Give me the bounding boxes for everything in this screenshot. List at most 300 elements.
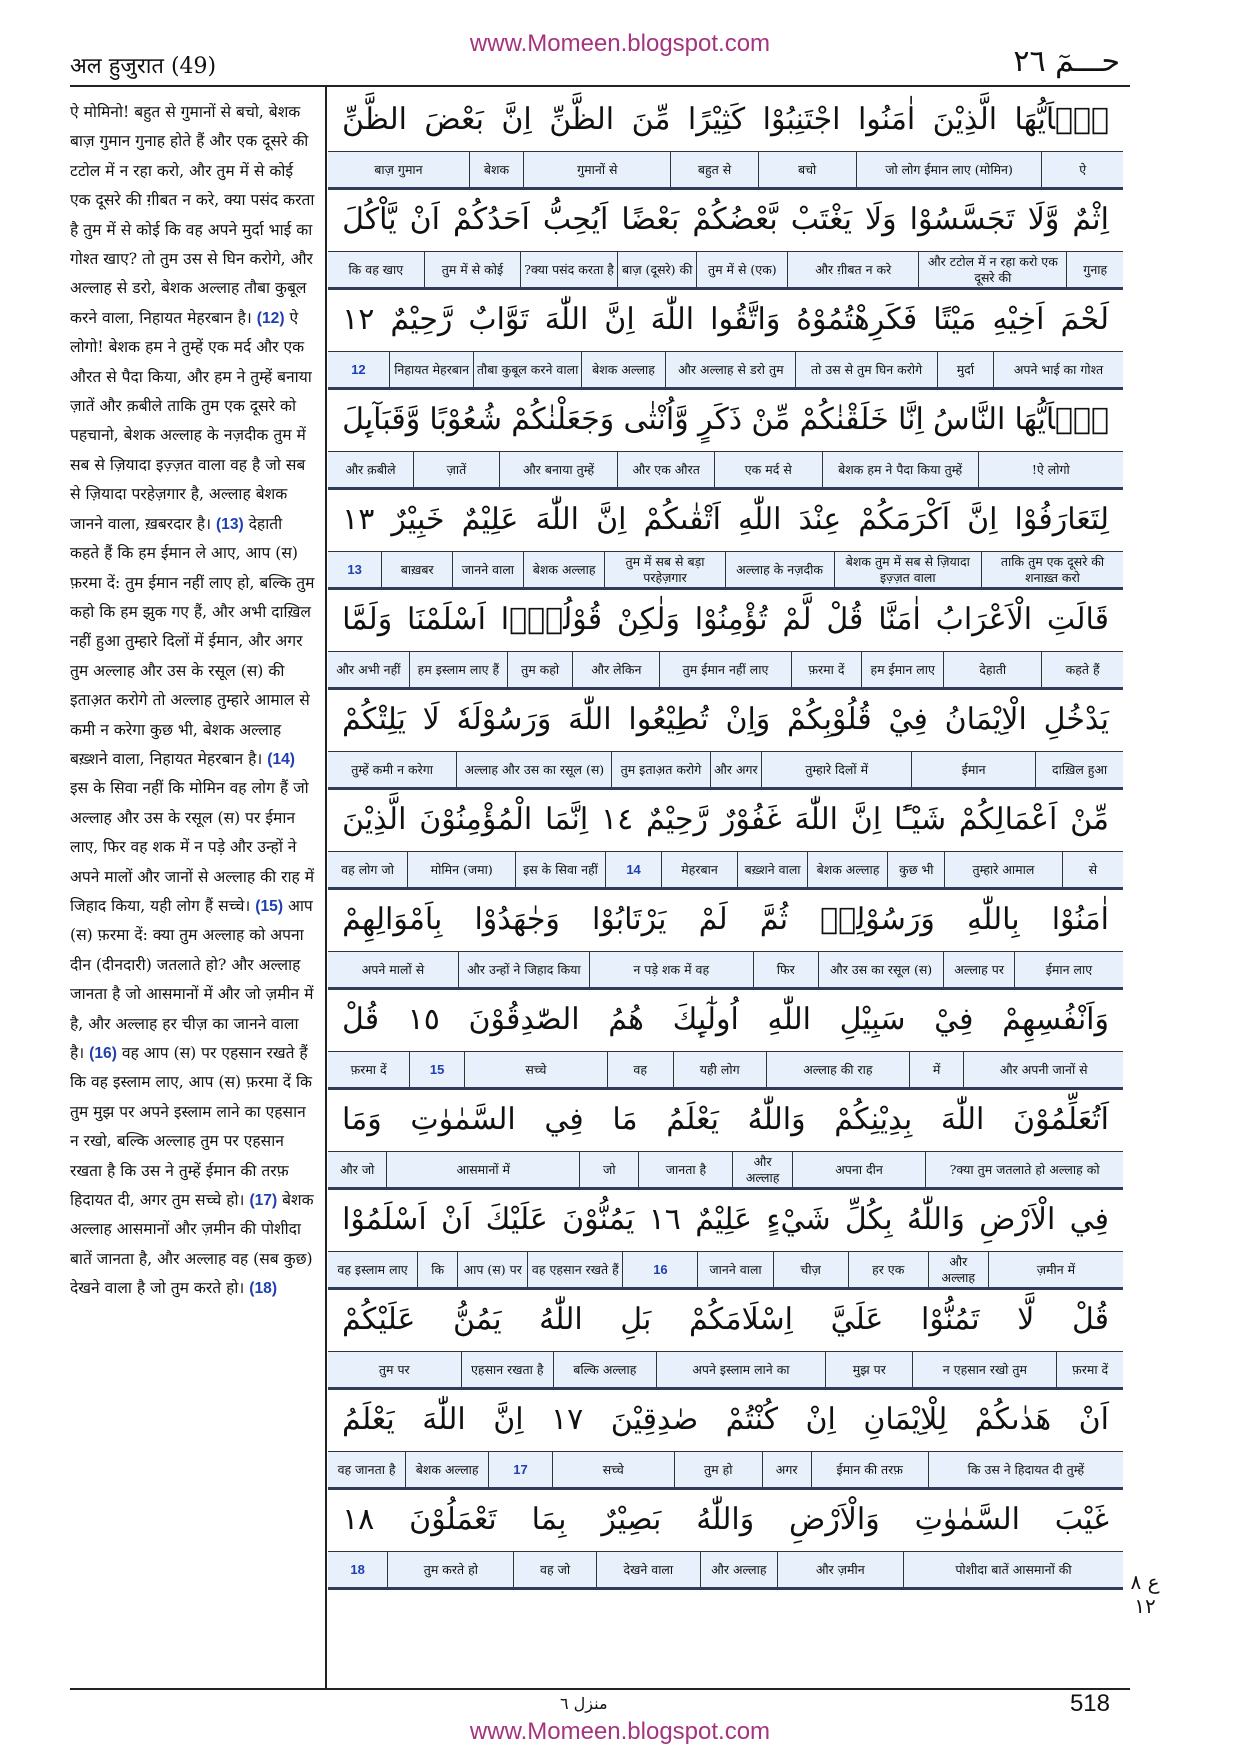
arabic-word: خَبِيْرٌ: [391, 502, 445, 537]
arabic-word: يٰۤاَيُّهَا: [1014, 102, 1109, 137]
gloss-cell: एक मर्द से: [714, 452, 822, 487]
verse-block: [328, 488, 1123, 587]
arabic-word: الْاَعْرَابُ: [935, 602, 1033, 637]
arabic-word: السَّمٰوٰتِ: [410, 1102, 516, 1137]
arabic-word: اِنَّ: [604, 302, 635, 337]
verse-block: [328, 688, 1123, 787]
arabic-word: اللّٰهَ: [794, 802, 838, 837]
arabic-word: اٰمَنُوا: [857, 102, 916, 137]
gloss-cell: गुमानों से: [523, 152, 670, 187]
arabic-word: شَيْءٍ: [766, 1202, 831, 1237]
arabic-word: بَّعْضُكُمْ: [692, 202, 778, 237]
gloss-cell: और अभी नहीं: [336, 661, 401, 677]
gloss-cell: वह इस्लाम लाए: [337, 1261, 408, 1277]
arabic-word: تَجَسَّسُوْا: [909, 202, 1015, 237]
gloss-row: [328, 1052, 1123, 1090]
site-url-bottom[interactable]: www.Momeen.blogspot.com: [469, 1718, 771, 1745]
arabic-word: اللّٰهَ: [544, 302, 589, 337]
gloss-cell: ईमान लाए: [1014, 952, 1123, 987]
arabic-line: [328, 188, 1123, 252]
gloss-cell: और अगर: [710, 752, 762, 787]
arabic-word: وَالْاَرْضِ: [789, 1502, 880, 1537]
gloss-cell: और अल्लाह: [928, 1252, 988, 1287]
gloss-cell: तुम हो: [674, 1452, 762, 1487]
gloss-cell: आप (स) पर: [457, 1252, 527, 1287]
arabic-word: يَعْلَمُ: [666, 1102, 719, 1137]
gloss-cell: क्या तुम जतलाते हो अल्लाह को?: [925, 1152, 1123, 1187]
gloss-cell: और टटोल में न रहा करो एक दूसरे की: [918, 252, 1066, 287]
arabic-word: اَسْلَمُوْا: [342, 1202, 427, 1237]
gloss-cell: तुम में से कोई: [424, 252, 521, 287]
arabic-word: تَعْمَلُوْنَ: [409, 1502, 497, 1537]
arabic-word: عِنْدَ: [798, 502, 842, 537]
arabic-word: وَاَنْفُسِهِمْ: [1002, 1002, 1109, 1037]
gloss-cell: आसमानों में: [386, 1152, 579, 1187]
gloss-cell: देखने वाला: [596, 1552, 700, 1587]
arabic-word: فِي: [544, 1102, 584, 1137]
gloss-verse-number: 16: [622, 1252, 697, 1287]
gloss-cell: बख़्शने वाला: [737, 852, 808, 887]
arabic-word: بِمَا: [531, 1502, 567, 1537]
arabic-word: بَعْضَ: [424, 102, 484, 137]
gloss-cell: वह: [607, 1052, 673, 1087]
arabic-word: وَمَا: [342, 1102, 382, 1137]
gloss-cell: और क़बीले: [345, 461, 396, 477]
arabic-word: اللّٰهَ: [422, 1402, 466, 1437]
arabic-word: غَفُوْرٌ: [720, 802, 782, 837]
gloss-row: [328, 452, 1123, 490]
arabic-word: قُوْلُوْۤا: [500, 602, 603, 637]
surah-title: अल हुजुरात (49): [70, 54, 217, 79]
gloss-cell: तुम ईमान नहीं लाए: [659, 652, 790, 687]
arabic-word: عَلَيْكُمْ: [342, 1302, 416, 1337]
arabic-word: يٰۤاَيُّهَا: [1014, 402, 1109, 437]
arabic-word: لِلْاِيْمَانِ: [863, 1402, 948, 1437]
verse-block: [328, 88, 1123, 187]
gloss-cell: अपने मालों से: [361, 961, 425, 977]
arabic-word: عَلِيْمٌ: [461, 502, 519, 537]
gloss-cell: फिर: [753, 952, 818, 987]
gloss-cell: फ़रमा दें: [350, 1061, 387, 1077]
arabic-word: رَّحِيْمٌ: [390, 302, 453, 337]
gloss-cell: ईमान: [911, 752, 1035, 787]
gloss-cell: बहुत से: [670, 152, 757, 187]
arabic-word: اِنَّ: [850, 802, 882, 837]
gloss-cell: फ़रमा दें: [791, 652, 862, 687]
arabic-word: وَلٰكِنْ: [616, 602, 680, 637]
arabic-word: اٰمَنَّا: [878, 602, 921, 637]
arabic-word: اَكْرَمَكُمْ: [858, 502, 951, 537]
gloss-cell: ताकि तुम एक दूसरे की शनाख़्त करो: [981, 552, 1123, 587]
gloss-cell: तो उस से तुम घिन करोगे: [795, 352, 936, 387]
arabic-word: ١٦: [648, 1202, 681, 1237]
arabic-word: الَّذِيْنَ: [932, 102, 998, 137]
gloss-cell: बेशक अल्लाह: [405, 1452, 488, 1487]
arabic-word: ١٧: [551, 1402, 584, 1437]
arabic-word: رَّحِيْمٌ: [645, 802, 709, 837]
gloss-cell: जानने वाला: [452, 552, 523, 587]
top-rule: [70, 85, 1130, 87]
gloss-cell: तुम करते हो: [387, 1552, 513, 1587]
arabic-word: اَسْلَمْنَا: [407, 602, 486, 637]
gloss-cell: मोमिन (जमा): [407, 852, 515, 887]
verse-block: [328, 1288, 1123, 1387]
gloss-cell: जानता है: [638, 1152, 732, 1187]
arabic-word: وَاللّٰهُ: [696, 1502, 755, 1537]
gloss-cell: तौबा कुबूल करने वाला: [473, 352, 580, 387]
arabic-word: اِنَّ: [596, 502, 627, 537]
arabic-word: اَعْمَالِكُمْ: [958, 802, 1058, 837]
arabic-line: [328, 988, 1123, 1052]
gloss-cell: बेशक अल्लाह: [581, 352, 666, 387]
arabic-word: وَلَا: [865, 202, 897, 237]
verse-block: [328, 1388, 1123, 1487]
arabic-word: عَلِيْمٌ: [695, 1202, 753, 1237]
gloss-cell: बेशक हम ने पैदा किया तुम्हें: [822, 452, 978, 487]
verse-number: (12): [256, 309, 285, 327]
gloss-cell: और उस का रसूल (स): [818, 952, 943, 987]
gloss-cell: और अपनी जानों से: [963, 1052, 1123, 1087]
gloss-cell: तुम में सब से बड़ा परहेज़गार: [604, 552, 724, 587]
arabic-word: اللّٰهَ: [940, 1102, 985, 1137]
arabic-word: وَاِنْ: [725, 702, 771, 737]
gloss-cell: न पड़े शक में वह: [589, 952, 753, 987]
gloss-cell: अल्लाह के नज़दीक: [725, 552, 834, 587]
gloss-cell: वह लोग जो: [341, 861, 394, 877]
arabic-line: [328, 1188, 1123, 1252]
gloss-cell: फ़रमा दें: [1056, 1352, 1123, 1387]
arabic-word: بَعْضًا: [621, 202, 680, 237]
arabic-word: يَدْخُلِ: [1043, 702, 1109, 737]
gloss-cell: सच्चे: [552, 1452, 674, 1487]
arabic-word: لِتَعَارَفُوْا: [1014, 502, 1109, 537]
arabic-word: بِدِيْنِكُمْ: [834, 1102, 913, 1137]
gloss-cell: कुछ भी: [887, 852, 944, 887]
gloss-cell: दाख़िल हुआ: [1035, 752, 1123, 787]
arabic-word: اِسْلَامَكُمْ: [688, 1302, 793, 1337]
arabic-word: قُلْ: [826, 602, 864, 637]
verse-number: (18): [249, 1280, 278, 1298]
gloss-cell: में: [909, 1052, 964, 1087]
verse-block: [328, 988, 1123, 1087]
bottom-rule: [70, 1688, 1130, 1690]
arabic-line: [328, 388, 1123, 452]
gloss-cell: ज़मीन में: [988, 1252, 1123, 1287]
arabic-word: اِنَّ: [967, 502, 998, 537]
verse-block: [328, 1188, 1123, 1287]
arabic-word: وَلَمَّا: [342, 602, 393, 637]
column-separator: [325, 86, 327, 1688]
translation-column: [70, 98, 316, 1304]
arabic-word: عَلَيْكَ: [485, 1202, 548, 1237]
arabic-word: ١٥: [407, 1002, 440, 1037]
arabic-word: تَمُنُّوْا: [921, 1302, 980, 1337]
gloss-cell: एहसान रखता है: [461, 1352, 553, 1387]
arabic-word: وَاتَّقُوا: [710, 302, 781, 337]
arabic-word: بِاللّٰهِ: [966, 902, 1020, 937]
arabic-line: [328, 488, 1123, 552]
arabic-word: هُمُ: [608, 1002, 644, 1037]
gloss-cell: मेहरबान: [661, 852, 736, 887]
gloss-cell: ज़ातें: [413, 452, 499, 487]
arabic-word: اُولٰٓىِٕكَ: [672, 1002, 739, 1037]
arabic-word: يَغْتَبْ: [790, 202, 853, 237]
gloss-cell: जो लोग ईमान लाए (मोमिन): [856, 152, 1042, 187]
gloss-row: [328, 1252, 1123, 1290]
gloss-cell: वह जानता है: [337, 1461, 396, 1477]
gloss-verse-number: 15: [409, 1052, 464, 1087]
gloss-cell: निहायत मेहरबान: [389, 352, 474, 387]
gloss-row: [328, 1452, 1123, 1490]
gloss-cell: क्या पसंद करता है?: [520, 252, 617, 287]
arabic-word: اجْتَنِبُوْا: [762, 102, 841, 137]
arabic-word: السَّمٰوٰتِ: [914, 1502, 1020, 1537]
arabic-word: الظَّنِّ: [549, 102, 615, 137]
translation-text: आप (स) फ़रमा दें: क्या तुम अल्लाह को अपना दीन (दीनदारी) जतलाते हो? और अल्लाह जानता है जो आसमानों में और जो ज़मीन में है, और अल्लाह हर चीज़ का जानने वाला है।: [70, 896, 314, 1062]
translation-text: वह आप (स) पर एहसान रखते हैं कि वह इस्लाम लाए, आप (स) फ़रमा दें कि तुम मुझ पर अपने इस्लाम लाने का एहसान न रखो, बल्कि अल्लाह तुम पर एहसान रखता है कि उस ने तुम्हें ईमान की तरफ़ हिदायत दी, अगर तुम सच्चे हो।: [70, 1044, 313, 1210]
gloss-cell: तुम कहो: [507, 652, 572, 687]
juz-title: حـــمٓ ٢٦: [1013, 44, 1120, 79]
gloss-cell: और ज़मीन: [777, 1552, 903, 1587]
arabic-word: اِنَّ: [501, 102, 532, 137]
arabic-word: وَّاُنْثٰى: [623, 402, 689, 437]
arabic-word: شُعُوْبًا: [429, 402, 503, 437]
gloss-cell: बचो: [758, 152, 856, 187]
gloss-cell: और उन्हों ने जिहाद किया: [458, 952, 589, 987]
gloss-cell: हम ईमान लाए: [861, 652, 943, 687]
arabic-word: بِاَمْوَالِهِمْ: [342, 902, 443, 937]
verse-block: [328, 1088, 1123, 1187]
gloss-row: [328, 252, 1123, 290]
arabic-word: اللّٰهِ: [767, 1002, 811, 1037]
gloss-cell: हम इस्लाम लाए हैं: [409, 652, 507, 687]
arabic-line: [328, 688, 1123, 752]
gloss-cell: और बनाया तुम्हें: [499, 452, 617, 487]
gloss-row: [328, 852, 1123, 890]
verse-number: (16): [89, 1045, 117, 1062]
arabic-word: اِنَّ: [493, 1402, 524, 1437]
gloss-cell: और जो: [339, 1161, 375, 1177]
arabic-word: ١٣: [342, 502, 375, 537]
arabic-word: فِيْ: [888, 702, 928, 737]
gloss-cell: हर एक: [848, 1252, 928, 1287]
gloss-cell: बाज़ (दूसरे) की: [617, 252, 696, 287]
arabic-word: يَمُنُّ: [453, 1302, 502, 1337]
translation-text: इस के सिवा नहीं कि मोमिन वह लोग हैं जो अल्लाह और उस के रसूल (स) पर ईमान लाए, फिर वह शक में न पड़े और उन्हों ने अपने मालों और जानों से अल्लाह की राह में जिहाद किया, यही लोग हैं सच्चे।: [70, 779, 315, 915]
arabic-word: وَاللّٰهُ: [747, 1102, 806, 1137]
arabic-line: [328, 1488, 1123, 1552]
arabic-word: عَلَيَّ: [830, 1302, 884, 1337]
gloss-cell: बल्कि अल्लाह: [553, 1352, 656, 1387]
gloss-cell: यही लोग: [673, 1052, 766, 1087]
arabic-word: اللّٰهُ: [539, 1302, 583, 1337]
gloss-cell: और अल्लाह: [732, 1152, 791, 1187]
arabic-word: الْاَرْضِ: [979, 1202, 1056, 1237]
gloss-cell: अपना दीन: [792, 1152, 925, 1187]
arabic-word: اِنْ: [805, 1402, 836, 1437]
arabic-word: اَيُحِبُّ: [542, 202, 609, 237]
gloss-cell: बेशक: [469, 152, 523, 187]
arabic-word: ١٨: [342, 1502, 375, 1537]
arabic-line: [328, 788, 1123, 852]
arabic-line: [328, 1288, 1123, 1352]
arabic-word: النَّاسُ: [933, 402, 1006, 437]
arabic-word: قَالَتِ: [1046, 602, 1109, 637]
verse-block: [328, 188, 1123, 287]
arabic-word: بِكُلِّ: [844, 1202, 893, 1237]
gloss-cell: कि वह खाए: [348, 261, 404, 277]
gloss-row: [328, 1352, 1123, 1390]
gloss-cell: तुम में से (एक): [696, 252, 787, 287]
arabic-word: وَاللّٰهُ: [906, 1202, 965, 1237]
arabic-word: لَّا: [1017, 1302, 1035, 1337]
gloss-verse-number: 12: [351, 361, 366, 377]
gloss-cell: और ग़ीबत न करे: [787, 252, 918, 287]
arabic-line: [328, 888, 1123, 952]
arabic-line: [328, 588, 1123, 652]
gloss-verse-number: 17: [488, 1452, 552, 1487]
translation-text: बेशक अल्लाह आसमानों और ज़मीन की पोशीदा बातें जानता है, और अल्लाह वह (सब कुछ) देखने वाला है जो तुम करते हो।: [70, 1191, 314, 1298]
verse-number: (14): [267, 750, 295, 768]
verse-block: [328, 788, 1123, 887]
gloss-cell: तुम पर: [378, 1361, 410, 1377]
arabic-word: هَدٰىكُمْ: [974, 1402, 1052, 1437]
arabic-word: اَنْ: [409, 202, 440, 237]
gloss-cell: तुम इताअ़त करोगे: [611, 752, 709, 787]
gloss-cell: इस के सिवा नहीं: [515, 852, 604, 887]
gloss-cell: बेशक अल्लाह: [523, 552, 605, 587]
gloss-cell: बाज़ गुमान: [374, 161, 423, 177]
arabic-word: فِيْ: [934, 1002, 974, 1037]
arabic-word: وَرَسُوْلَهٗ: [456, 702, 552, 737]
gloss-row: [328, 1552, 1123, 1590]
word-by-word-column: [328, 88, 1123, 1588]
gloss-cell: वह जो: [513, 1552, 595, 1587]
arabic-word: بَصِيْرٌ: [601, 1502, 662, 1537]
gloss-row: [328, 752, 1123, 790]
arabic-word: ذَكَرٍ: [697, 402, 743, 437]
arabic-word: اِنَّا: [897, 402, 924, 437]
arabic-word: يَعْلَمُ: [342, 1402, 395, 1437]
rukuh-mark: ع ٨ ١٢: [1130, 1570, 1160, 1618]
arabic-word: اَخِيْهِ: [992, 302, 1045, 337]
manzil-label: منزل ٦: [560, 1694, 608, 1713]
arabic-word: ثُمَّ: [759, 902, 789, 937]
gloss-cell: तुम्हें कमी न करेगा: [351, 761, 433, 777]
arabic-word: مِّنْ: [1070, 802, 1109, 837]
gloss-cell: और अल्लाह से डरो तुम: [665, 352, 795, 387]
verse-block: [328, 888, 1123, 987]
gloss-verse-number: 13: [347, 561, 362, 577]
gloss-cell: बेशक तुम में सब से ज़ियादा इज़्ज़त वाला: [834, 552, 981, 587]
gloss-cell: से: [1062, 852, 1123, 887]
verse-number: (17): [249, 1192, 278, 1210]
arabic-word: مِّنَ: [631, 102, 671, 137]
arabic-word: قُلُوْبِكُمْ: [787, 702, 872, 737]
arabic-word: اَنْ: [1078, 1402, 1109, 1437]
gloss-cell: मुर्दा: [937, 352, 993, 387]
arabic-word: بَلِ: [620, 1302, 652, 1337]
gloss-cell: सच्चे: [464, 1052, 607, 1087]
arabic-word: الَّذِيْنَ: [342, 802, 407, 837]
arabic-word: وَّلَا: [1027, 202, 1060, 237]
arabic-line: [328, 288, 1123, 352]
arabic-word: مَيْتًا: [933, 302, 977, 337]
arabic-word: اَتُعَلِّمُوْنَ: [1013, 1102, 1109, 1137]
arabic-word: اَتْقٰىكُمْ: [643, 502, 721, 537]
gloss-cell: अल्लाह और उस का रसूल (स): [456, 752, 611, 787]
arabic-line: [328, 1088, 1123, 1152]
gloss-cell: जो: [579, 1152, 638, 1187]
gloss-row: [328, 952, 1123, 990]
arabic-word: اللّٰهِ: [737, 502, 782, 537]
arabic-word: صٰدِقِيْنَ: [610, 1402, 699, 1437]
gloss-cell: कि: [417, 1252, 457, 1287]
page-number: 518: [1069, 1690, 1110, 1717]
arabic-word: لَمْ: [698, 902, 728, 937]
verse-number: (13): [215, 515, 244, 533]
arabic-word: سَبِيْلِ: [839, 1002, 906, 1037]
arabic-word: وَرَسُوْلِهٖ: [820, 902, 935, 937]
arabic-word: اللّٰهَ: [535, 502, 580, 537]
gloss-cell: चीज़: [773, 1252, 848, 1287]
translation-text: ऐ मोमिनो! बहुत से गुमानों से बचो, बेशक बाज़ गुमान गुनाह होते हैं और एक दूसरे की टटोल में न रहा करो, और तुम में से कोई एक दूसरे की ग़ीबत न करे, क्या पसंद करता है तुम में से कोई कि वह अपने मुर्दा भाई का गोश्त खाए? तो तुम उस से घिन करोगे, और अल्लाह से डरो, बेशक अल्लाह तौबा कुबूल करने वाला, निहायत मेहरबान है।: [70, 103, 315, 327]
arabic-word: كَثِيْرًا: [687, 102, 746, 137]
arabic-word: الْمُؤْمِنُوْنَ: [419, 802, 533, 837]
arabic-word: قُلْ: [342, 1002, 380, 1037]
gloss-verse-number: 18: [350, 1561, 365, 1577]
verse-block: [328, 1488, 1123, 1587]
arabic-line: [328, 1388, 1123, 1452]
gloss-cell: और एक औरत: [617, 452, 714, 487]
arabic-word: غَيْبَ: [1054, 1502, 1109, 1537]
arabic-word: فِي: [1069, 1202, 1109, 1237]
gloss-cell: कि उस ने हिदायत दी तुम्हें: [928, 1452, 1123, 1487]
gloss-cell: मुझ पर: [825, 1352, 912, 1387]
verse-block: [328, 388, 1123, 487]
arabic-word: اِنَّمَا: [544, 802, 589, 837]
arabic-word: اٰمَنُوْا: [1051, 902, 1109, 937]
arabic-word: الصّٰدِقُوْنَ: [468, 1002, 580, 1037]
gloss-row: [328, 152, 1123, 190]
arabic-line: [328, 88, 1123, 152]
arabic-word: اَنْ: [440, 1202, 472, 1237]
gloss-cell: तुम्हारे आमाल: [944, 852, 1062, 887]
gloss-cell: अगर: [762, 1452, 811, 1487]
gloss-cell: अपने इस्लाम लाने का: [656, 1352, 826, 1387]
gloss-cell: अपने भाई का गोश्त: [993, 352, 1123, 387]
gloss-cell: बाख़बर: [381, 552, 452, 587]
arabic-word: لَحْمَ: [1060, 302, 1109, 337]
arabic-word: اِثْمٌ: [1072, 202, 1109, 237]
gloss-row: [328, 552, 1123, 590]
gloss-cell: और लेकिन: [572, 652, 659, 687]
arabic-word: تُؤْمِنُوْا: [694, 602, 768, 637]
gloss-row: [328, 652, 1123, 690]
arabic-word: تَوَّابٌ: [468, 302, 529, 337]
arabic-word: اللّٰهَ: [650, 302, 695, 337]
arabic-word: يَرْتَابُوْا: [591, 902, 667, 937]
arabic-word: لَا: [422, 702, 440, 737]
arabic-word: يَّاْكُلَ: [342, 202, 397, 237]
verse-number: (15): [255, 897, 284, 915]
arabic-word: مَا: [612, 1102, 638, 1137]
arabic-word: ١٢: [342, 302, 375, 337]
gloss-cell: बेशक अल्लाह: [807, 852, 887, 887]
arabic-word: تُطِيْعُوا: [628, 702, 709, 737]
site-url-top[interactable]: www.Momeen.blogspot.com: [469, 30, 771, 57]
gloss-cell: गुनाह: [1066, 252, 1123, 287]
